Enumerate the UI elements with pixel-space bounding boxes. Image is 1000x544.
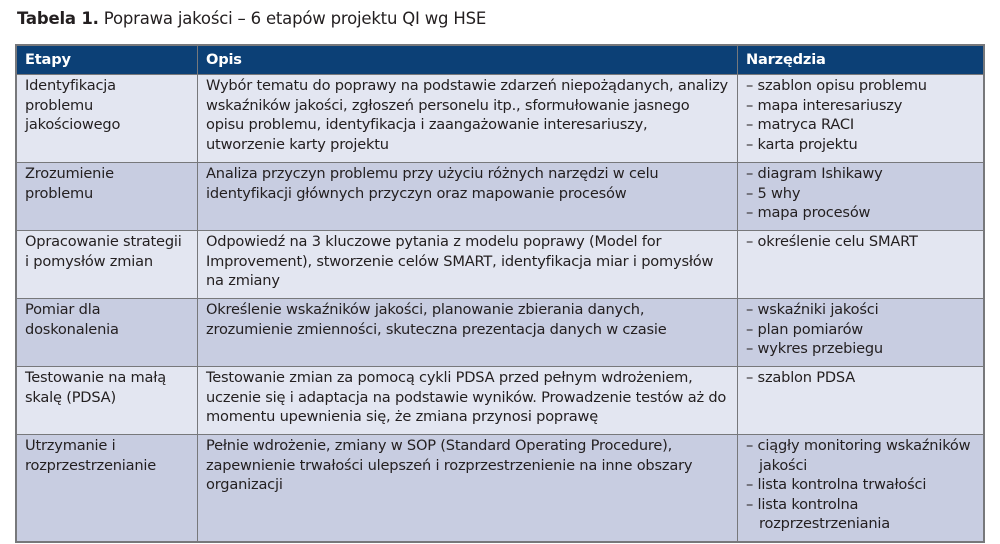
tool-item: – karta projektu [746,135,858,153]
description-cell: Testowanie zmian za pomocą cykli PDSA przed pełnym wdrożeniem, uczenie się i adaptacja na podstawie wyników. Prowadzenie testów aż do momentu upewnienia się, że zmiana przynosi poprawę [198,367,738,435]
tool-item: – 5 why [746,184,801,202]
stage-text: Utrzymanie i rozprzestrzenianie [25,437,157,474]
tool-item: – wykres przebiegu [746,340,883,357]
tools-cell [738,163,985,231]
stage-cell [16,75,198,163]
tools-cell [738,367,985,435]
header-row [16,45,984,75]
tool-item: – lista kontrolna trwałości [746,476,927,493]
tool-item: – diagram Ishikawy [746,165,883,182]
qi-stages-table [15,44,985,543]
stage-cell [16,435,198,543]
table-row [16,367,984,435]
tools-cell [738,435,985,543]
tools-cell [738,299,985,367]
header-tools: Narzędzia [738,45,985,75]
table-row [16,299,984,367]
stage-cell [16,163,198,231]
header-stages: Etapy [16,45,198,75]
table-caption [17,9,486,28]
tool-item: – wskaźniki jakości [746,301,879,318]
tool-item: – szablon opisu problemu [746,77,927,94]
table-row [16,231,984,299]
tool-item: – szablon PDSA [746,369,856,386]
stage-cell: Opracowanie strategii i pomysłów zmian [16,231,198,299]
tool-item: – określenie celu SMART [746,233,918,250]
stage-text: Pomiar dla doskonalenia [25,301,119,338]
tool-item: – matryca RACI [746,116,855,133]
tools-cell [738,75,985,163]
caption-title: Poprawa jakości – 6 etapów projektu QI wg HSE [103,9,487,28]
description-cell: Wybór tematu do poprawy na podstawie zdarzeń niepożądanych, analizy wskaźników jakości, zgłoszeń personelu itp., sformułowanie jasnego opisu problemu, identyfikacja i zaangażowanie interesariuszy, utworzenie karty projektu [198,75,738,163]
stage-cell [16,299,198,367]
stage-text: Zrozumienie problemu [25,165,114,202]
description-cell: Analiza przyczyn problemu przy użyciu różnych narzędzi w celu identyfikacji głównych przyczyn oraz mapowanie procesów [198,163,738,231]
caption-label: Tabela 1. [17,9,99,28]
tool-item: – plan pomiarów [746,320,864,338]
header-description: Opis [198,45,738,75]
tool-item: – mapa procesów [746,204,871,221]
tool-item: – ciągły monitoring wskaźników jakości [746,437,971,474]
stage-text: Testowanie na małą skalę (PDSA) [25,369,166,406]
tool-item: – lista kontrolna rozprzestrzeniania [746,495,891,532]
stage-text: Identyfikacja problemu jakościowego [25,77,121,133]
description-cell: Określenie wskaźników jakości, planowanie zbierania danych, zrozumienie zmienności, skuteczna prezentacja danych w czasie [198,299,738,367]
tools-cell [738,231,985,299]
stage-cell [16,367,198,435]
tool-item: – mapa interesariuszy [746,96,903,114]
description-cell: Pełnie wdrożenie, zmiany w SOP (Standard Operating Procedure), zapewnienie trwałości ulepszeń i rozprzestrzenienie na inne obszary organizacji [198,435,738,543]
table-row [16,435,984,543]
table-row [16,75,984,163]
table-row [16,163,984,231]
description-cell: Odpowiedź na 3 kluczowe pytania z modelu poprawy (Model for Improvement), stworzenie celów SMART, identyfikacja miar i pomysłów na zmiany [198,231,738,299]
